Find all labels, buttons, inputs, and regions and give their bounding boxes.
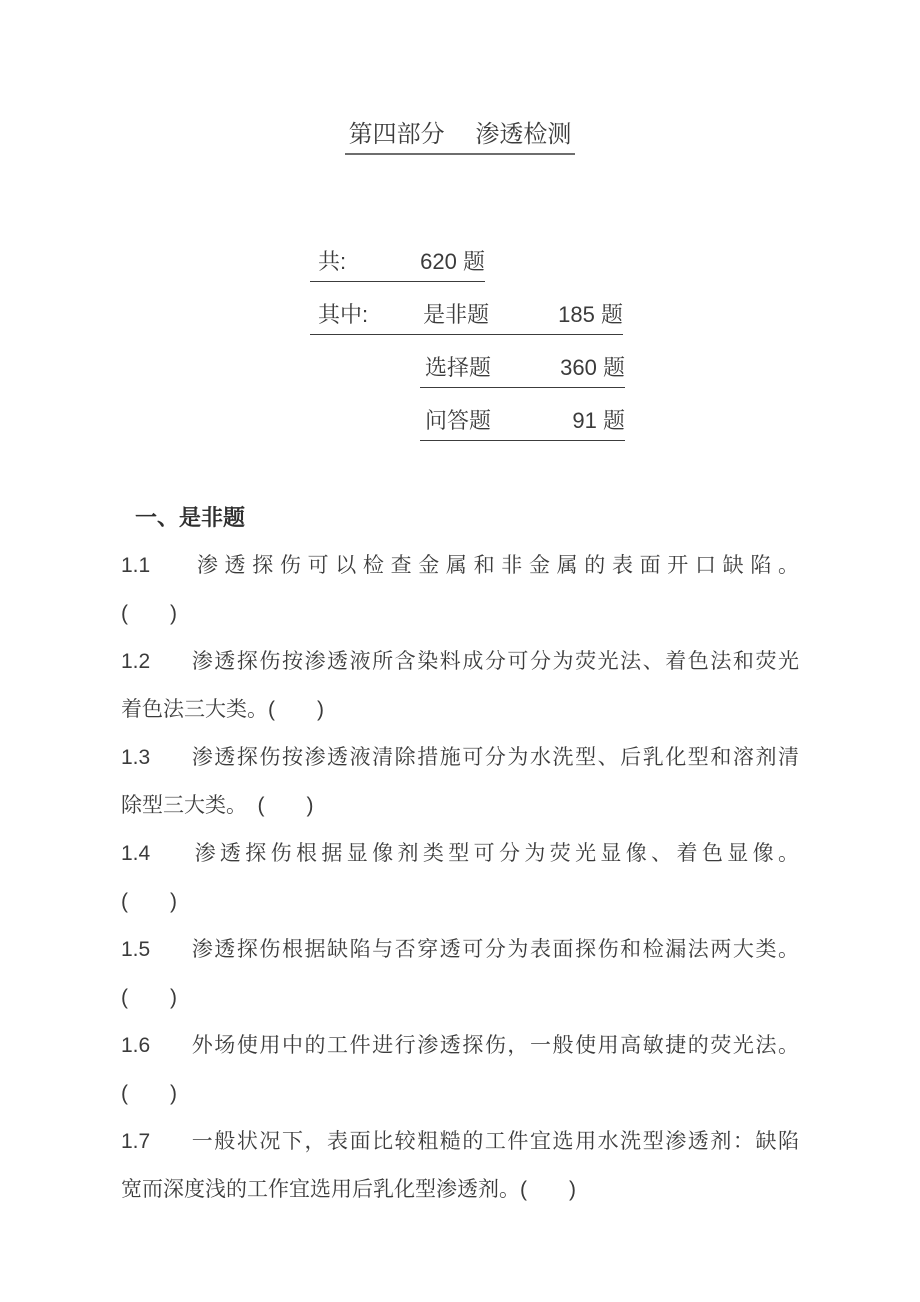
question-text: 一般状况下，表面比较粗糙的工件宜选用水洗型渗透剂：缺陷 — [190, 1129, 799, 1153]
category-label: 是非题 — [423, 301, 490, 327]
stat-row-true-false — [310, 298, 920, 335]
answer-blank — [121, 878, 799, 926]
question-number: 1.5 — [121, 937, 151, 961]
total-label: 共: — [318, 248, 347, 274]
question-text: 渗透探伤根据缺陷与否穿透可分为表面探伤和检漏法两大类。 — [190, 937, 799, 961]
category-count: 91 题 — [572, 407, 625, 433]
stat-row-total — [310, 245, 920, 282]
category-count: 185 题 — [558, 301, 623, 327]
question-text: 渗透探伤根据显像剂类型可分为荧光显像、着色显像。 — [190, 841, 799, 865]
question-text: 外场使用中的工件进行渗透探伤，一般使用高敏捷的荧光法。 — [190, 1033, 799, 1057]
question-line — [121, 1118, 799, 1166]
question-text: 渗透探伤按渗透液清除措施可分为水洗型、后乳化型和溶剂清 — [190, 745, 799, 769]
question-line — [121, 926, 799, 974]
question-count-summary — [0, 245, 920, 441]
question-number: 1.7 — [121, 1129, 151, 1153]
question-text: 着色法三大类。( ) — [121, 697, 324, 721]
question-line — [121, 542, 799, 590]
answer-blank-text: ( ) — [121, 1081, 177, 1105]
question-number: 1.1 — [121, 553, 151, 577]
question-number: 1.4 — [121, 841, 151, 865]
answer-blank — [121, 590, 799, 638]
page-title: 第四部分 渗透检测 — [345, 121, 576, 155]
question-1-5 — [121, 926, 799, 1022]
question-number: 1.3 — [121, 745, 151, 769]
category-count: 360 题 — [560, 354, 625, 380]
question-text: 除型三大类。 ( ) — [121, 793, 314, 817]
category-label: 选择题 — [425, 354, 492, 380]
question-line — [121, 734, 799, 782]
question-list — [121, 494, 799, 1214]
stat-underline — [420, 351, 625, 388]
answer-blank — [121, 1070, 799, 1118]
question-line — [121, 1022, 799, 1070]
total-value: 620 题 — [420, 248, 485, 274]
question-line — [121, 830, 799, 878]
question-1-2 — [121, 638, 799, 734]
stat-row-question-answer — [420, 404, 920, 441]
question-number: 1.2 — [121, 649, 151, 673]
stat-underline — [310, 245, 485, 282]
answer-blank-text: ( ) — [121, 985, 177, 1009]
answer-blank — [121, 974, 799, 1022]
question-line-continuation — [121, 686, 799, 734]
answer-blank-text: ( ) — [121, 601, 177, 625]
title-row — [0, 0, 920, 155]
answer-blank-text: ( ) — [121, 889, 177, 913]
question-text: 宽而深度浅的工作宜选用后乳化型渗透剂。( ) — [121, 1177, 576, 1201]
question-1-4 — [121, 830, 799, 926]
detail-label: 其中: — [318, 301, 369, 327]
question-1-6 — [121, 1022, 799, 1118]
question-1-3 — [121, 734, 799, 830]
question-text: 渗透探伤按渗透液所含染料成分可分为荧光法、着色法和荧光 — [190, 649, 799, 673]
question-1-1 — [121, 542, 799, 638]
stat-underline — [310, 298, 623, 335]
section-heading: 一、是非题 — [135, 504, 246, 530]
question-line — [121, 638, 799, 686]
question-line-continuation — [121, 782, 799, 830]
stat-underline — [420, 404, 625, 441]
question-1-7 — [121, 1118, 799, 1214]
stat-row-multiple-choice — [420, 351, 920, 388]
question-line-continuation — [121, 1166, 799, 1214]
question-number: 1.6 — [121, 1033, 151, 1057]
category-label: 问答题 — [425, 407, 492, 433]
question-text: 渗透探伤可以检查金属和非金属的表面开口缺陷。 — [190, 553, 799, 577]
